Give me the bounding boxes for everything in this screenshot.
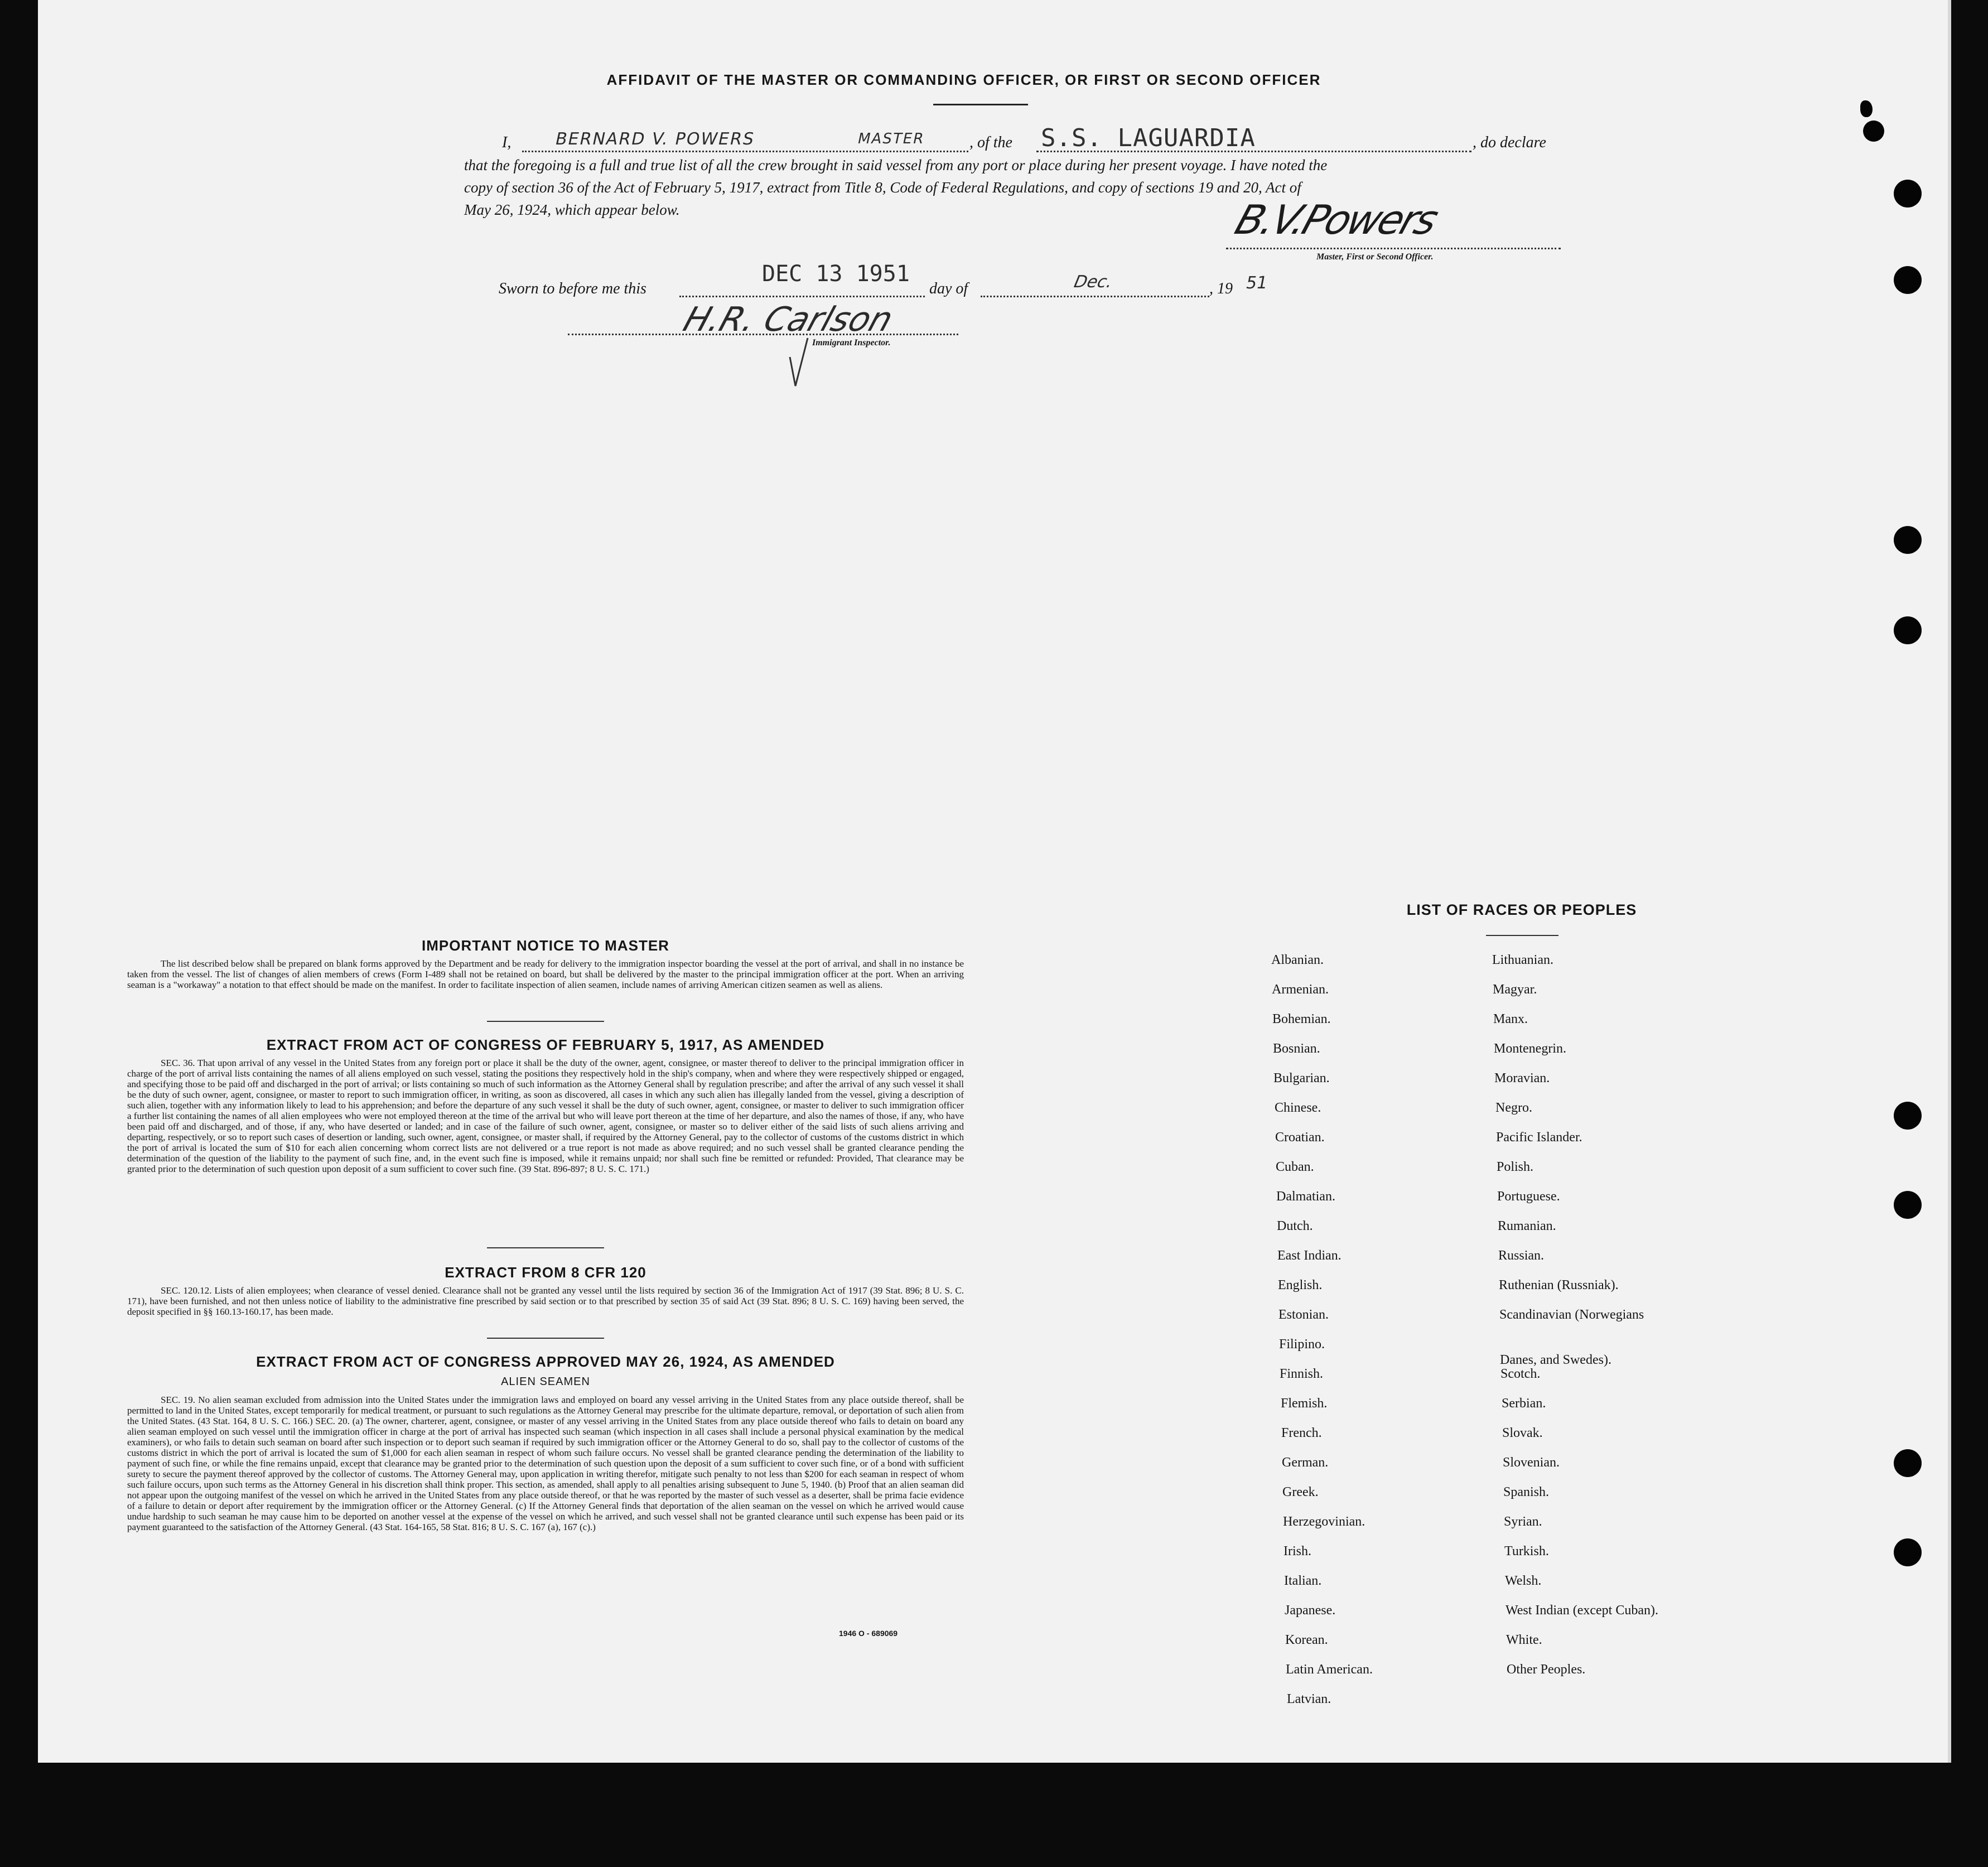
master-signature: B.V.Powers (1229, 196, 1442, 243)
race-item: Syrian. (1504, 1514, 1542, 1529)
punch-hole (1894, 1538, 1922, 1566)
race-item: Bohemian. (1272, 1012, 1331, 1026)
name-line (522, 151, 968, 152)
punch-hole (1894, 616, 1922, 644)
affidavit-line-4: May 26, 1924, which appear below. (464, 201, 680, 218)
print-code: 1946 O - 689069 (839, 1629, 898, 1638)
race-item: Serbian. (1502, 1396, 1546, 1411)
race-item: Armenian. (1272, 982, 1329, 997)
day-of-label: day of (929, 280, 968, 297)
punch-hole (1894, 1191, 1922, 1219)
race-item: Albanian. (1271, 953, 1324, 967)
race-item: Korean. (1285, 1633, 1328, 1647)
race-item: Filipino. (1279, 1337, 1325, 1352)
race-item: English. (1278, 1278, 1323, 1292)
punch-hole (1894, 180, 1922, 208)
races-title: LIST OF RACES OR PEOPLES (1406, 901, 1637, 918)
race-item: East Indian. (1277, 1248, 1342, 1263)
race-item: Italian. (1284, 1574, 1322, 1588)
race-item: Lithuanian. (1492, 953, 1553, 967)
extract-1917-title: EXTRACT FROM ACT OF CONGRESS OF FEBRUARY 5, 1917, AS AMENDED (266, 1036, 825, 1053)
signature-line (1226, 248, 1561, 249)
month-line (981, 296, 1209, 297)
race-item: Ruthenian (Russniak). (1499, 1278, 1619, 1292)
race-item: Rumanian. (1498, 1219, 1556, 1233)
punch-hole (1863, 120, 1884, 142)
document-page (38, 0, 1951, 1763)
race-item: Herzegovinian. (1283, 1514, 1365, 1529)
race-item: Other Peoples. (1507, 1662, 1586, 1677)
race-item: Flemish. (1281, 1396, 1328, 1411)
page-edge (1948, 0, 1951, 1763)
check-mark (785, 335, 819, 390)
extract-1917-text: SEC. 36. That upon arrival of any vessel in the United States from any foreign port or place it shall be the duty of the owner, agent, consignee, or master thereof to deliver to the principal immigration officer in charge of the port of arrival lists containing the names of all aliens employed on such vessel, stating the positions they respectively hold in the ship's company, when and where they were respectively shipped or engaged, and specifying those to be paid off and discharged in the port of arrival; or lists containing so much of such information as the Attorney General shall by regulation prescribe; and after the arrival of any such vessel it shall be the duty of such owner, agent, consignee, or master to report to such immigration officer, in writing, as soon as discovered, all cases in which any such alien has illegally landed from the vessel, giving a description of such alien, together with any information likely to lead to his apprehension; and before the departure of any such vessel it shall be the duty of such owner, agent, consignee, or master to deliver to such immigration officer a further list containing the names of all alien employees who were not employed thereon at the time of the arrival but who will leave port thereon at the time of her departure, and also the names of those, if any, who have been paid off and discharged, and of those, if any, who have deserted or landed; and in case of the failure of such owner, agent, consignee, or master so to deliver either of the said lists of such aliens arriving and departing, respectively, or so to report such cases of desertion or landing, such owner, agent, consignee, or master shall, if required by the Attorney General, pay to the collector of customs of the customs district in which the port of arrival is located the sum of $10 for each alien concerning whom correct lists are not delivered or a true report is not made as above required; and no such vessel shall be granted clearance pending the determination of the question of the liability to the payment of such fine, and, in the event such fine is imposed, while it remains unpaid; nor shall such fine be remitted or refunded: Provided, That clearance may be granted prior to the determination of such question upon deposit of a sum sufficient to cover such fine. (39 Stat. 896-897; 8 U. S. C. 171.) (127, 1058, 964, 1174)
extract-1924-subtitle: ALIEN SEAMEN (501, 1376, 590, 1388)
inspector-caption: Immigrant Inspector. (812, 338, 891, 348)
race-item: German. (1282, 1455, 1329, 1470)
race-item: Finnish. (1280, 1367, 1324, 1381)
race-item: Irish. (1283, 1544, 1311, 1559)
race-item: West Indian (except Cuban). (1506, 1603, 1658, 1618)
affidavit-line-3: copy of section 36 of the Act of February 5, 1917, extract from Title 8, Code of Federal Regulations, and copy of sections 19 and 20, Act of (464, 179, 1301, 196)
race-item: Portuguese. (1497, 1189, 1560, 1204)
race-item: Greek. (1282, 1485, 1319, 1499)
inspector-line (568, 334, 958, 335)
race-item: Moravian. (1494, 1071, 1550, 1086)
heading-rule (933, 104, 1028, 105)
race-item: Scotch. (1500, 1367, 1541, 1381)
race-item: Slovak. (1502, 1426, 1543, 1440)
do-declare-label: , do declare (1473, 134, 1546, 151)
extract-8cfr-title: EXTRACT FROM 8 CFR 120 (445, 1264, 646, 1281)
extract-1917-rule (487, 1247, 604, 1248)
race-item: Slovenian. (1503, 1455, 1560, 1470)
race-item: Welsh. (1505, 1574, 1542, 1588)
race-item: Manx. (1493, 1012, 1528, 1026)
notice-rule (487, 1021, 604, 1022)
punch-hole (1860, 100, 1873, 117)
race-item: Polish. (1497, 1160, 1534, 1174)
race-item: French. (1281, 1426, 1322, 1440)
punch-hole (1894, 526, 1922, 554)
race-item: Scandinavian (Norwegians (1499, 1308, 1644, 1322)
race-item: Negro. (1495, 1101, 1532, 1115)
of-the-label: , of the (969, 134, 1012, 151)
sworn-label: Sworn to before me this (499, 280, 646, 297)
affidavit-line-2: that the foregoing is a full and true list of all the crew brought in said vessel from any port or place during her present voyage. I have noted the (464, 157, 1328, 173)
extract-1924-title: EXTRACT FROM ACT OF CONGRESS APPROVED MAY 26, 1924, AS AMENDED (256, 1353, 835, 1370)
affidavit-heading: AFFIDAVIT OF THE MASTER OR COMMANDING OFFICER, OR FIRST OR SECOND OFFICER (606, 71, 1321, 88)
i-label: I, (502, 134, 512, 151)
race-item: Bulgarian. (1273, 1071, 1330, 1086)
sworn-date-stamp: DEC 13 1951 (762, 261, 910, 287)
extract-8cfr-text: SEC. 120.12. Lists of alien employees; when clearance of vessel denied. Clearance shall not be granted any vessel until the lists required by section 36 of the Immigration Act of 1917 (39 Stat. 896; 8 U. S. C. 171), have been furnished, and not then unless notice of liability to the administrative fine prescribed by said section or to that prescribed by section 35 of said Act (39 Stat. 896; 8 U. S. C. 169) having been served, the deposit specified in §§ 160.13-160.17, has been made. (127, 1285, 964, 1317)
race-item: Dutch. (1277, 1219, 1313, 1233)
race-item: Bosnian. (1273, 1041, 1320, 1056)
vessel-name-stamp: S.S. LAGUARDIA (1041, 124, 1256, 152)
race-item: Japanese. (1285, 1603, 1336, 1618)
race-item: Latvian. (1287, 1692, 1331, 1706)
signature-caption: Master, First or Second Officer. (1316, 252, 1434, 262)
race-item: Magyar. (1493, 982, 1537, 997)
notice-title: IMPORTANT NOTICE TO MASTER (422, 937, 669, 954)
race-item: Latin American. (1286, 1662, 1373, 1677)
officer-rank-handwritten: MASTER (856, 131, 927, 147)
year-handwritten: 51 (1246, 273, 1268, 293)
month-handwritten: Dec. (1072, 272, 1114, 292)
race-item: Turkish. (1504, 1544, 1549, 1559)
notice-text: The list described below shall be prepared on blank forms approved by the Department and be ready for delivery to the immigration inspector boarding the vessel at the port of arrival, and shall in no instance be taken from the vessel. The list of changes of alien members of crews (Form I-489 shall not be retained on board, but shall be delivered by the master to the principal immigration officer at the port. When an arriving seaman is a "workaway" a notation to that effect should be made on the manifest. In order to facilitate inspection of alien seamen, include names of arriving American citizen seamen as well as aliens. (127, 958, 964, 990)
year-prefix: , 19 (1209, 280, 1233, 297)
race-item: White. (1506, 1633, 1542, 1647)
extract-8cfr-rule (487, 1338, 604, 1339)
sworn-date-line (679, 296, 925, 297)
race-item: Danes, and Swedes). (1500, 1353, 1611, 1367)
punch-hole (1894, 1102, 1922, 1130)
inspector-signature: H.R. Carlson (678, 300, 898, 339)
extract-1924-text: SEC. 19. No alien seaman excluded from admission into the United States under the immigration laws and employed on board any vessel arriving in the United States from any place outside thereof, shall be permitted to land in the United States, except temporarily for medical treatment, or pursuant to such regulations as the Attorney General may prescribe for the ultimate departure, removal, or deportation of such alien from the United States. (43 Stat. 164, 8 U. S. C. 166.) SEC. 20. (a) The owner, charterer, agent, consignee, or master of any vessel arriving in the United States from any place outside thereof who fails to detain on board any alien seaman employed on such vessel until the immigration officer in charge at the port of arrival has inspected such seaman (which inspection in all cases shall include a personal physical examination by the medical examiners), or who fails to detain such seaman on board after such inspection or to deport such seaman if required by such immigration officer or the Attorney General to do so, shall pay to the collector of customs of the customs district in which the port of arrival is located the sum of $1,000 for each alien seaman in respect of whom such failure occurs. No vessel shall be granted clearance pending the determination of the liability to payment of such fine, or while the fine remains unpaid, except that clearance may be granted prior to the determination of such question upon the deposit of a sum sufficient to cover such fine, or of a bond with sufficient surety to secure the payment thereof approved by the collector of customs. The Attorney General may, upon application in writing therefor, mitigate such penalty to not less than $200 for each seaman in respect of whom such failure occurs, upon such terms as the Attorney General in his discretion shall think proper. This section, as amended, shall apply to all penalties arising subsequent to June 5, 1940. (b) Proof that an alien seaman did not appear upon the outgoing manifest of the vessel on which he arrived in the United States from any place outside thereof, or that he was reported by the master of such vessel as a deserter, shall be prima facie evidence of a failure to detain or deport after requirement by the immigration officer or the Attorney General. (c) If the Attorney General finds that deportation of the alien seaman on the vessel on which he arrived would cause undue hardship to such seaman he may cause him to be deported on another vessel at the expense of the vessel on which he arrived, and such vessel shall not be granted clearance until such expense has been paid or its payment guaranteed to the satisfaction of the Attorney General. (43 Stat. 164-165, 58 Stat. 816; 8 U. S. C. 167 (a), 167 (c).) (127, 1395, 964, 1532)
race-item: Montenegrin. (1494, 1041, 1566, 1056)
officer-name-handwritten: BERNARD V. POWERS (553, 129, 757, 149)
race-item: Estonian. (1278, 1308, 1329, 1322)
punch-hole (1894, 1449, 1922, 1477)
race-item: Russian. (1498, 1248, 1545, 1263)
race-item: Chinese. (1275, 1101, 1321, 1115)
race-item: Dalmatian. (1276, 1189, 1335, 1204)
race-item: Croatian. (1275, 1130, 1325, 1145)
punch-hole (1894, 266, 1922, 294)
race-item: Pacific Islander. (1496, 1130, 1582, 1145)
race-item: Cuban. (1276, 1160, 1314, 1174)
races-rule (1486, 935, 1558, 936)
race-item: Spanish. (1503, 1485, 1550, 1499)
